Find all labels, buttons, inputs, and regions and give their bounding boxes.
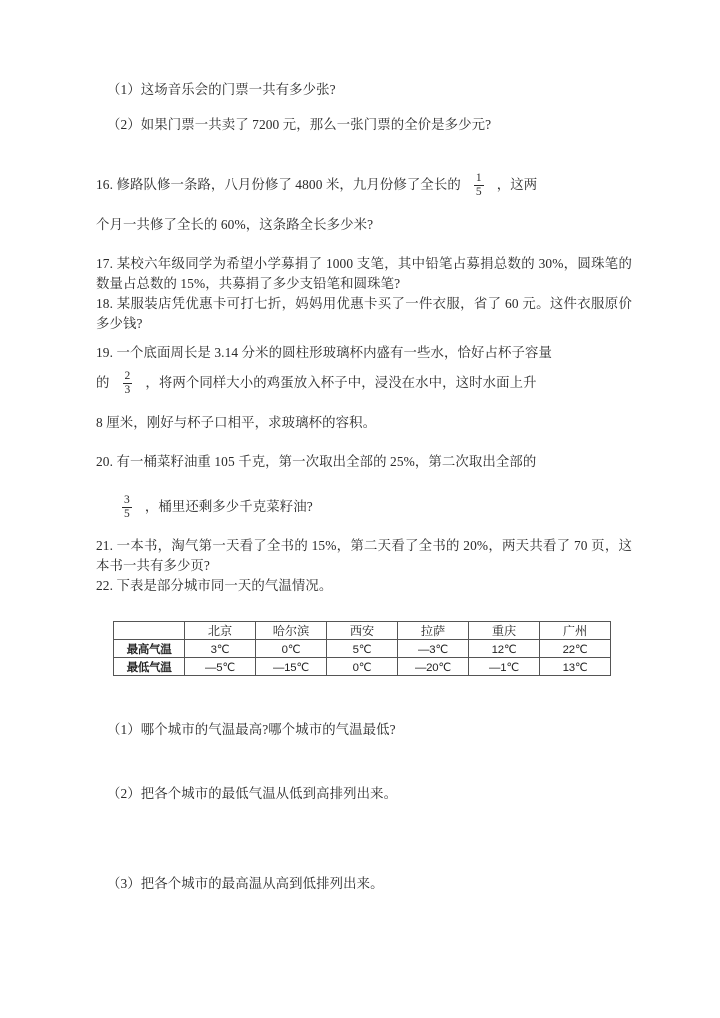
table-row-label: 最高气温 [114,640,185,658]
fraction-numerator: 3 [124,494,130,507]
spacer [96,676,632,720]
table-cell: 22℃ [540,640,611,658]
question-18: 18. 某服装店凭优惠卡可打七折，妈妈用优惠卡买了一件衣服，省了 60 元。这件衣服原价多少钱? [96,296,632,331]
fraction-denominator: 5 [124,508,130,521]
question-20: 20. 有一桶菜籽油重 105 千克，第一次取出全部的 25%，第二次取出全部的 [96,454,537,469]
spacer [96,334,632,343]
question-22-sub-3: （3）把各个城市的最高温从高到低排列出来。 [107,876,384,891]
question-19: 19. 一个底面周长是 3.14 分米的圆柱形玻璃杯内盛有一些水，恰好占杯子容量 [96,345,552,360]
table-city-header: 广州 [540,622,611,640]
table-row [114,658,611,676]
table-cell: —15℃ [256,658,327,676]
table-city-header: 拉萨 [398,622,469,640]
spacer [96,596,632,617]
question-16-text-b: ，这两 [496,177,538,192]
question-15-part-2: （2）如果门票一共卖了 7200 元，那么一张门票的全价是多少元? [107,117,492,132]
spacer [96,245,632,254]
question-20-text-b: ，桶里还剩多少千克菜籽油? [144,499,313,514]
table-cell: —3℃ [398,640,469,658]
table-cell: 3℃ [185,640,256,658]
spacer [96,100,632,115]
spacer [96,740,632,784]
table-cell: 12℃ [469,640,540,658]
fraction-numerator: 2 [124,370,131,383]
question-16-text-a: 16. 修路队修一条路，八月份修了 4800 米，九月份修了全长的 [96,177,461,192]
spacer [96,804,632,848]
fraction-denominator: 5 [475,186,482,199]
table-cell: —5℃ [185,658,256,676]
fraction-denominator: 3 [124,384,131,397]
question-17: 17. 某校六年级同学为希望小学募捐了 1000 支笔，其中铅笔占募捐总数的 30%，圆珠笔的数量占总数的 15%，共募捐了多少支铅笔和圆珠笔? [96,256,632,291]
question-20-continued [96,487,632,527]
table-city-header: 北京 [185,622,256,640]
question-22-sub-2: （2）把各个城市的最低气温从低到高排列出来。 [107,786,398,801]
table-row [114,640,611,658]
table-row-label: 最低气温 [114,658,185,676]
spacer [96,443,632,452]
question-19-continued [96,363,632,403]
fraction-three-fifths [122,494,132,521]
table-cell: 0℃ [327,658,398,676]
table-cell: 13℃ [540,658,611,676]
table-city-header: 哈尔滨 [256,622,327,640]
table-header-row [114,622,611,640]
table-cell: 0℃ [256,640,327,658]
question-16 [96,165,632,205]
table-corner-cell [114,622,185,640]
question-19-text-b: 的 [96,375,110,390]
question-22: 22. 下表是部分城市同一天的气温情况。 [96,578,333,593]
temperature-table [113,621,611,676]
spacer [96,135,632,165]
spacer [96,527,632,536]
table-cell: 5℃ [327,640,398,658]
question-19-last-line: 8 厘米，刚好与杯子口相平，求玻璃杯的容积。 [96,415,377,430]
table-cell: —1℃ [469,658,540,676]
fraction-one-fifth [474,172,484,199]
question-22-sub-1: （1）哪个城市的气温最高?哪个城市的气温最低? [107,722,396,737]
fraction-two-thirds [123,370,133,397]
table-cell: —20℃ [398,658,469,676]
question-16-continued: 个月一共修了全长的 60%，这条路全长多少米? [96,217,374,232]
question-19-text-c: ，将两个同样大小的鸡蛋放入杯子中，浸没在水中，这时水面上升 [145,375,537,390]
question-15-part-1: （1）这场音乐会的门票一共有多少张? [107,82,336,97]
fraction-numerator: 1 [475,172,482,185]
table-city-header: 西安 [327,622,398,640]
spacer [96,848,632,874]
spacer [96,472,632,487]
worksheet-content [96,80,632,894]
table-city-header: 重庆 [469,622,540,640]
question-21: 21. 一本书，淘气第一天看了全书的 15%，第二天看了全书的 20%，两天共看了 70 页，这本书一共有多少页? [96,538,632,573]
temperature-table-wrapper [113,621,632,676]
